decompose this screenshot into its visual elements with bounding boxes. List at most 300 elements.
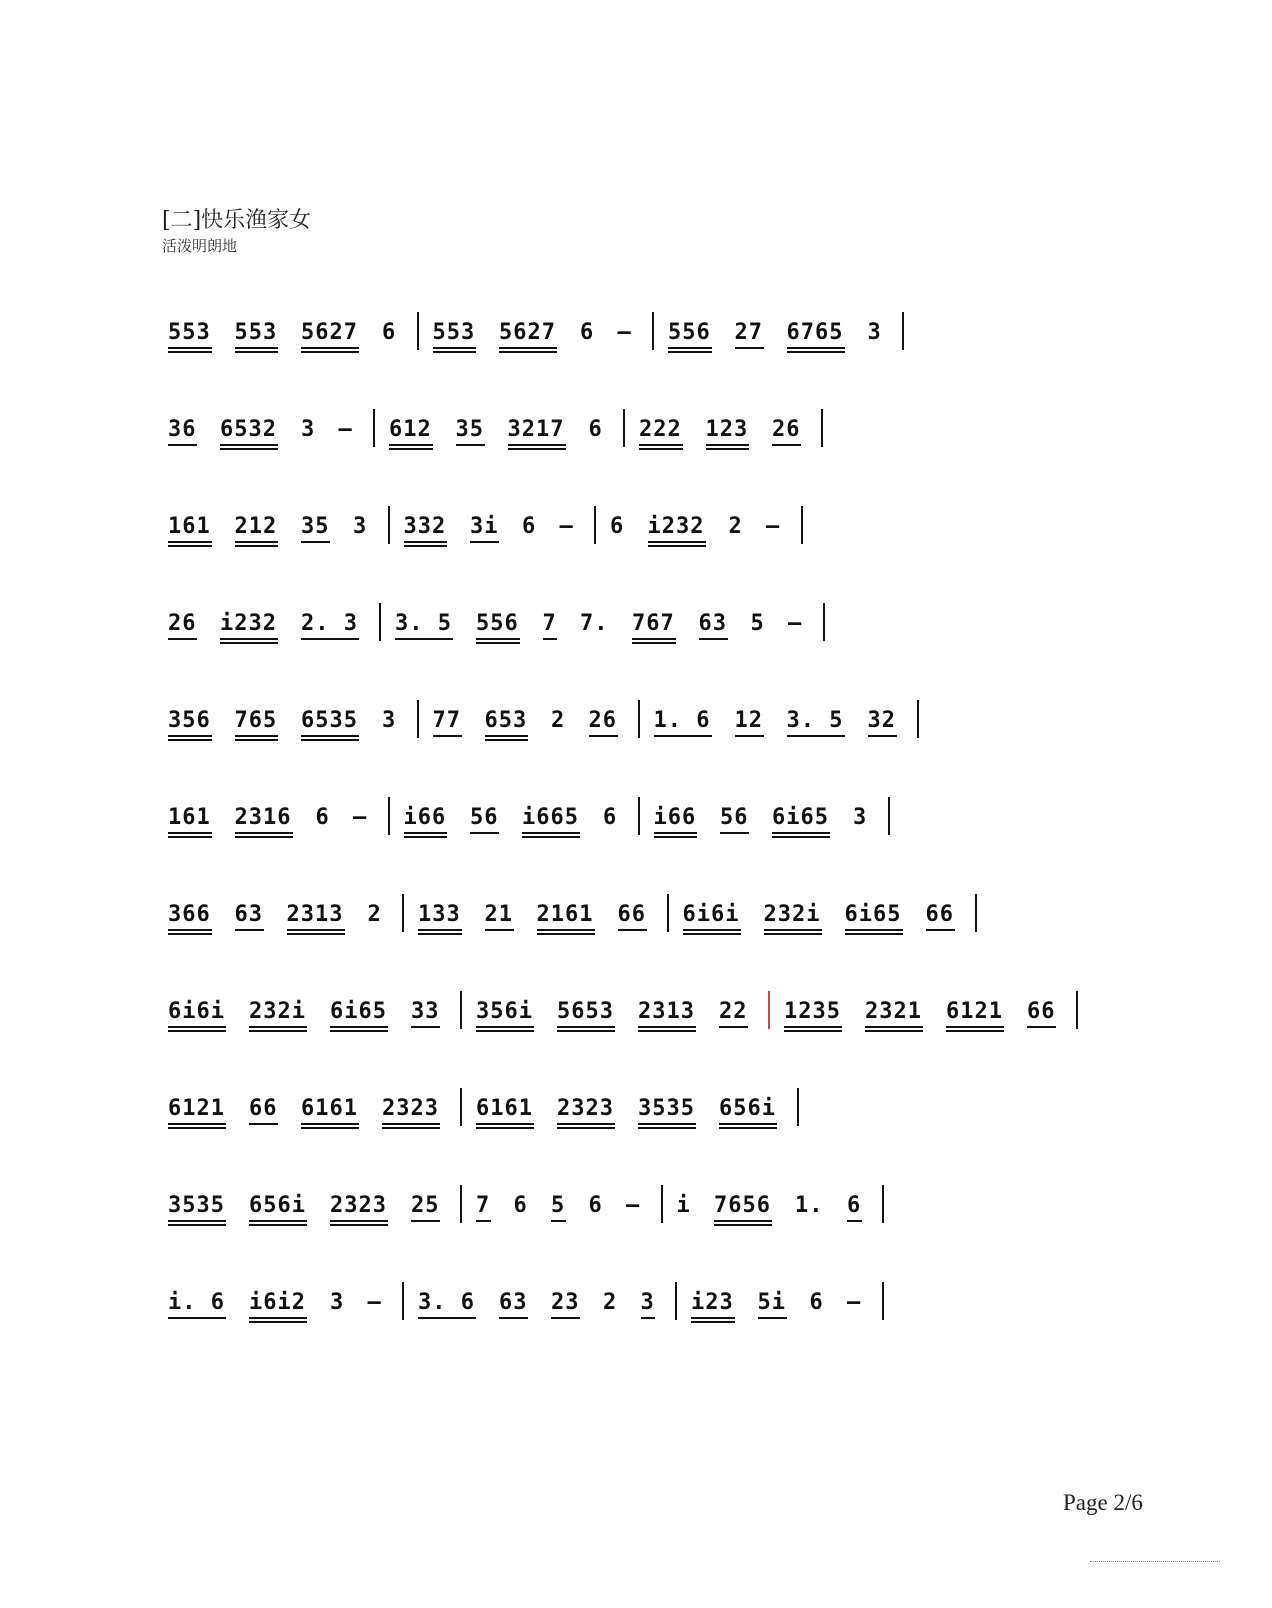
underline: [476, 1220, 491, 1222]
underline: [654, 832, 698, 834]
note-text: 2: [551, 708, 566, 733]
note-group: [795, 1195, 824, 1235]
note-group: [476, 613, 520, 653]
underline: [668, 351, 712, 353]
note-text: i6i2: [249, 1290, 306, 1315]
note-group: [249, 1195, 307, 1235]
underline: [589, 735, 618, 737]
note-group: [470, 516, 499, 556]
bar-line: [823, 603, 825, 641]
note-group: [720, 807, 749, 847]
note-text: 2323: [557, 1096, 614, 1121]
underline: [641, 1317, 656, 1319]
note-text: 3217: [507, 417, 565, 442]
note-group: [784, 1001, 842, 1041]
underline: [772, 444, 801, 446]
bar-line: [594, 506, 596, 544]
underline: [787, 347, 845, 349]
note-group: [810, 1292, 825, 1332]
note-text: 5: [551, 1193, 566, 1218]
tempo-marking: 活泼明朗地: [162, 237, 238, 255]
underline: [551, 1220, 566, 1222]
note-text: 5i: [757, 1290, 786, 1315]
underline: [404, 545, 448, 547]
underline: [411, 1026, 440, 1028]
underline: [758, 1317, 787, 1319]
note-group: [946, 1001, 1004, 1041]
bar-line: [402, 1282, 404, 1320]
note-group: [719, 1098, 777, 1138]
note-text: 5653: [557, 999, 614, 1024]
underline: [301, 347, 359, 349]
bar-line: [821, 409, 823, 447]
underline: [235, 929, 264, 931]
note-text: 366: [168, 902, 211, 927]
underline: [470, 541, 499, 543]
underline: [418, 929, 462, 931]
underline: [485, 929, 514, 931]
note-text: 356: [168, 708, 211, 733]
note-text: 6: [580, 320, 595, 345]
note-group: [551, 1195, 566, 1235]
bar-line: [417, 312, 419, 350]
note-group: [847, 1195, 862, 1235]
note-text: 3i: [470, 514, 499, 539]
note-text: 656i: [249, 1193, 306, 1218]
underline: [946, 1026, 1004, 1028]
bar-line: [667, 894, 669, 932]
underline: [220, 642, 278, 644]
note-text: 7.: [580, 611, 609, 636]
score-title: [二]快乐渔家女: [162, 208, 312, 233]
bar-line: [917, 700, 919, 738]
bar-line: [882, 1282, 884, 1320]
underline: [330, 1030, 388, 1032]
note-text: 3: [301, 417, 316, 442]
note-text: 6161: [301, 1096, 358, 1121]
note-group: [514, 1195, 529, 1235]
note-group: [301, 419, 316, 459]
note-group: [580, 322, 595, 362]
note-text: 556: [476, 611, 519, 636]
underline: [522, 836, 580, 838]
bar-line: [460, 1185, 462, 1223]
underline: [764, 929, 822, 931]
note-text: 5627: [499, 320, 556, 345]
note-group: [677, 1195, 692, 1235]
underline: [706, 444, 750, 446]
note-group: [589, 710, 618, 750]
note-text: 356i: [476, 999, 533, 1024]
underline: [1027, 1026, 1056, 1028]
note-text: 2313: [638, 999, 695, 1024]
note-group: [699, 613, 728, 653]
bar-line: [638, 700, 640, 738]
note-text: 767: [632, 611, 675, 636]
underline: [557, 1123, 615, 1125]
note-group: [368, 1292, 383, 1332]
score-line: [0, 516, 1272, 556]
note-text: 7656: [714, 1193, 771, 1218]
note-text: 553: [168, 320, 211, 345]
underline: [168, 1123, 226, 1125]
underline: [168, 351, 212, 353]
underline: [476, 1026, 534, 1028]
note-group: [330, 1292, 345, 1332]
underline: [719, 1026, 748, 1028]
note-text: 7: [542, 611, 557, 636]
note-text: 6: [513, 1193, 528, 1218]
note-group: [168, 1001, 226, 1041]
note-text: 222: [639, 417, 682, 442]
note-text: 5: [750, 611, 765, 636]
bar-line: [768, 991, 770, 1029]
underline: [476, 1030, 534, 1032]
note-text: 765: [234, 708, 278, 733]
note-group: [301, 1098, 359, 1138]
note-text: 161: [168, 514, 211, 539]
note-group: [654, 710, 712, 750]
note-group: [235, 710, 279, 750]
note-text: 656i: [719, 1096, 776, 1121]
underline: [499, 351, 557, 353]
note-group: [551, 710, 566, 750]
note-text: —: [626, 1193, 641, 1218]
note-group: [847, 1292, 862, 1332]
note-text: 2323: [382, 1096, 439, 1121]
note-group: [301, 710, 359, 750]
note-text: 33: [411, 999, 440, 1024]
underline: [433, 351, 477, 353]
underline: [301, 735, 359, 737]
note-text: 22: [719, 999, 748, 1024]
bar-line: [975, 894, 977, 932]
note-text: —: [788, 611, 803, 636]
note-group: [382, 710, 397, 750]
note-text: 6i6i: [682, 902, 740, 927]
note-group: [330, 1195, 388, 1235]
underline: [537, 929, 595, 931]
note-group: [868, 710, 897, 750]
note-group: [683, 904, 741, 944]
note-text: 2321: [865, 999, 922, 1024]
note-text: i232: [647, 514, 705, 539]
underline: [301, 638, 359, 640]
underline: [926, 929, 955, 931]
underline: [847, 1220, 862, 1222]
underline: [764, 933, 822, 935]
underline: [557, 1026, 615, 1028]
note-group: [603, 807, 618, 847]
note-text: 6i65: [772, 805, 829, 830]
note-text: 6: [847, 1193, 862, 1218]
underline: [418, 1317, 476, 1319]
underline: [330, 1220, 388, 1222]
underline: [301, 541, 330, 543]
underline: [720, 832, 749, 834]
note-text: 2: [603, 1290, 618, 1315]
note-group: [235, 807, 293, 847]
note-group: [330, 1001, 388, 1041]
score-line: [0, 1098, 1272, 1138]
note-group: [249, 1001, 307, 1041]
bar-line: [801, 506, 803, 544]
note-text: 66: [617, 902, 646, 927]
note-text: 2161: [536, 902, 594, 927]
underline: [249, 1030, 307, 1032]
underline: [508, 444, 566, 446]
underline: [638, 1127, 696, 1129]
bar-line: [379, 603, 381, 641]
note-text: —: [847, 1290, 862, 1315]
underline: [632, 638, 676, 640]
note-group: [418, 904, 462, 944]
note-group: [560, 516, 575, 556]
note-text: 6: [522, 514, 537, 539]
note-text: i232: [220, 611, 277, 636]
underline: [868, 735, 897, 737]
underline: [683, 929, 741, 931]
note-text: 36: [168, 417, 197, 442]
note-group: [589, 1195, 604, 1235]
underline: [654, 836, 698, 838]
underline: [249, 1026, 307, 1028]
underline: [784, 1026, 842, 1028]
note-text: 6765: [786, 320, 844, 345]
bar-line: [675, 1282, 677, 1320]
underline: [735, 735, 764, 737]
note-group: [764, 904, 822, 944]
note-text: 6: [809, 1290, 824, 1315]
note-group: [758, 1292, 787, 1332]
note-text: i. 6: [168, 1290, 225, 1315]
note-group: [316, 807, 331, 847]
note-text: 6121: [168, 1096, 225, 1121]
note-text: 3: [382, 708, 397, 733]
underline: [168, 1317, 226, 1319]
note-text: —: [766, 514, 781, 539]
note-text: 556: [668, 320, 711, 345]
underline: [639, 444, 683, 446]
note-group: [735, 322, 764, 362]
note-group: [648, 516, 706, 556]
underline: [946, 1030, 1004, 1032]
underline: [683, 933, 741, 935]
note-group: [589, 419, 604, 459]
note-group: [168, 516, 212, 556]
note-group: [411, 1001, 440, 1041]
underline: [476, 1127, 534, 1129]
note-text: 12: [734, 708, 763, 733]
note-text: 6: [588, 1193, 603, 1218]
note-text: 27: [734, 320, 763, 345]
note-group: [610, 516, 625, 556]
note-text: 3: [640, 1290, 655, 1315]
page-number: Page 2/6: [1063, 1490, 1143, 1515]
note-text: 21: [484, 902, 513, 927]
score-line: [0, 1195, 1272, 1235]
bar-line: [882, 1185, 884, 1223]
note-group: [168, 1098, 226, 1138]
note-group: [845, 904, 903, 944]
underline: [168, 836, 212, 838]
note-group: [353, 516, 368, 556]
underline: [389, 444, 433, 446]
underline: [735, 347, 764, 349]
note-text: 3. 5: [395, 611, 452, 636]
underline: [648, 541, 706, 543]
note-group: [557, 1098, 615, 1138]
note-group: [499, 1292, 528, 1332]
note-group: [788, 613, 803, 653]
underline: [714, 1220, 772, 1222]
underline: [235, 351, 279, 353]
underline: [301, 351, 359, 353]
note-group: [735, 710, 764, 750]
note-group: [168, 807, 212, 847]
underline: [787, 351, 845, 353]
underline: [706, 448, 750, 450]
underline: [691, 1321, 735, 1323]
note-text: 6: [382, 320, 397, 345]
bar-line: [417, 700, 419, 738]
bar-line: [388, 506, 390, 544]
note-text: 7: [476, 1193, 491, 1218]
note-group: [618, 322, 633, 362]
note-text: i66: [403, 805, 447, 830]
note-group: [626, 1195, 641, 1235]
note-text: 2313: [286, 902, 344, 927]
bar-line: [888, 797, 890, 835]
note-group: [249, 1292, 307, 1332]
note-text: 6: [588, 417, 603, 442]
note-group: [168, 322, 212, 362]
note-group: [301, 322, 359, 362]
underline: [287, 933, 345, 935]
underline: [235, 541, 279, 543]
note-group: [719, 1001, 748, 1041]
note-group: [632, 613, 676, 653]
note-text: 35: [455, 417, 484, 442]
underline: [639, 448, 683, 450]
underline: [168, 444, 197, 446]
underline: [845, 929, 903, 931]
note-text: 66: [249, 1096, 278, 1121]
underline: [287, 929, 345, 931]
note-text: —: [338, 417, 353, 442]
underline: [668, 347, 712, 349]
note-group: [220, 613, 278, 653]
underline: [433, 347, 477, 349]
underline: [168, 1026, 226, 1028]
underline: [235, 545, 279, 547]
underline: [168, 1127, 226, 1129]
note-group: [287, 904, 345, 944]
note-text: 6121: [946, 999, 1003, 1024]
underline: [551, 1317, 580, 1319]
note-text: 6i65: [844, 902, 902, 927]
underline: [772, 832, 830, 834]
note-group: [543, 613, 558, 653]
note-text: 6532: [220, 417, 277, 442]
note-group: [368, 904, 383, 944]
note-group: [668, 322, 712, 362]
note-text: —: [367, 1290, 382, 1315]
note-text: 3: [867, 320, 882, 345]
note-group: [433, 322, 477, 362]
score-line: [0, 419, 1272, 459]
underline: [220, 638, 278, 640]
underline: [168, 933, 212, 935]
note-text: 6: [315, 805, 330, 830]
note-group: [220, 419, 278, 459]
note-group: [787, 710, 845, 750]
underline: [485, 739, 529, 741]
note-text: 77: [432, 708, 461, 733]
underline: [470, 832, 499, 834]
underline: [249, 1123, 278, 1125]
note-group: [485, 710, 529, 750]
note-group: [551, 1292, 580, 1332]
underline: [787, 735, 845, 737]
bar-line: [402, 894, 404, 932]
underline: [220, 448, 278, 450]
underline: [382, 1127, 440, 1129]
underline: [168, 735, 212, 737]
note-group: [235, 516, 279, 556]
underline: [499, 1317, 528, 1319]
underline: [522, 832, 580, 834]
note-text: 612: [389, 417, 432, 442]
note-text: i23: [691, 1290, 734, 1315]
score-line: [0, 710, 1272, 750]
note-group: [353, 807, 368, 847]
note-group: [301, 613, 359, 653]
note-group: [404, 516, 448, 556]
underline: [168, 739, 212, 741]
note-group: [618, 904, 647, 944]
note-text: —: [617, 320, 632, 345]
note-group: [522, 516, 537, 556]
underline: [168, 832, 212, 834]
note-group: [706, 419, 750, 459]
score-line: [0, 613, 1272, 653]
note-group: [168, 419, 197, 459]
underline: [382, 1123, 440, 1125]
underline: [330, 1224, 388, 1226]
note-group: [751, 613, 766, 653]
note-group: [339, 419, 354, 459]
underline: [395, 638, 453, 640]
underline: [865, 1030, 923, 1032]
note-text: 32: [867, 708, 896, 733]
bar-line: [460, 991, 462, 1029]
score-line: [0, 1292, 1272, 1332]
underline: [638, 1123, 696, 1125]
note-group: [168, 710, 212, 750]
note-text: 232i: [763, 902, 821, 927]
underline: [557, 1127, 615, 1129]
underline: [249, 1321, 307, 1323]
underline: [168, 1220, 226, 1222]
underline: [557, 1030, 615, 1032]
note-text: 133: [418, 902, 461, 927]
bar-line: [902, 312, 904, 350]
note-text: 25: [411, 1193, 440, 1218]
note-group: [772, 807, 830, 847]
note-text: 3: [330, 1290, 345, 1315]
note-text: 56: [470, 805, 499, 830]
